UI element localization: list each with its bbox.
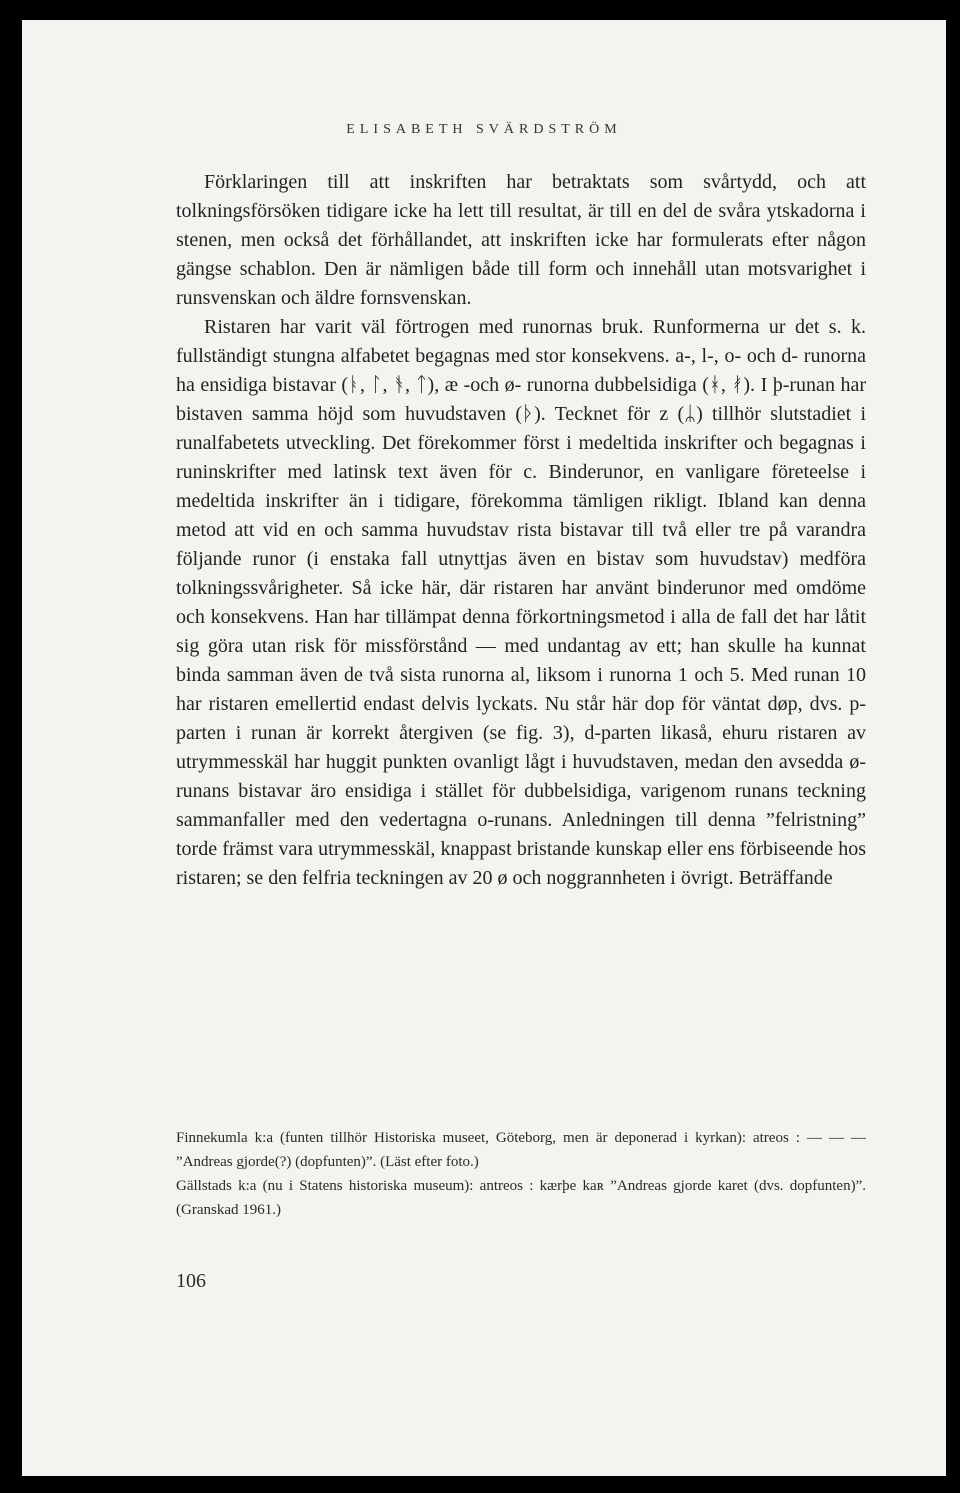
footnote-finnekumla: Finnekumla k:a (funten tillhör Historiska museet, Göteborg, men är deponerad i kyrkan): atreos : — — — ”Andreas gjorde(?) (dopfunten)”. (Läst efter foto.) — [176, 1130, 866, 1170]
book-page — [22, 20, 946, 1476]
page-number: 106 — [176, 1270, 206, 1292]
paragraph-2: Ristaren har varit väl förtrogen med runornas bruk. Runformerna ur det s. k. fullständigt stungna alfabetet begagnas med stor konsekvens. a-, l-, o- och d- runorna ha ensidiga bistavar (ᚭ, ᛚ, ᚬ, ᛏ), æ -och ø- runorna dubbelsidiga (ᚼ, ᚯ). I þ-runan har bistaven samma höjd som huvudstaven (ᚦ). Tecknet för z (ᛦ) tillhör slutstadiet i runalfabetets utveckling. Det förekommer först i medeltida inskrifter och begagnas i runinskrifter med latinsk text även för c. Binderunor, en vanligare företeelse i medeltida inskrifter än i tidigare, förekomma tämligen rikligt. Ibland kan denna metod att vid en och samma huvudstav rista bistavar till två eller tre på varandra följande runor (i enstaka fall utnyttjas även en bistav som huvudstav) medföra tolkningssvårigheter. Så icke här, där ristaren har använt binderunor med omdöme och konsekvens. Han har tillämpat denna förkortningsmetod i alla de fall det har låtit sig göra utan risk för missförstånd — med undantag av ett; han skulle ha kunnat binda samman även de två sista runorna al, liksom i runorna 1 och 5. Med runan 10 har ristaren emellertid endast delvis lyckats. Nu står här dop för väntat døp, dvs. p-parten i runan är korrekt återgiven (se fig. 3), d-parten likaså, ehuru ristaren av utrymmesskäl har huggit punkten ovanligt lågt i huvudstaven, medan den avsedda ø-runans bistavar äro ensidiga i stället för dubbelsidiga, varigenom runans teckning sammanfaller med den vedertagna o-runans. Anledningen till denna ”felristning” torde främst vara utrymmesskäl, knappast bristande kunskap eller ens förbiseende hos ristaren; se den felfria teckningen av 20 ø och noggrannheten i övrigt. Beträffande — [176, 316, 866, 889]
paragraph-1: Förklaringen till att inskriften har betraktats som svårtydd, och att tolkningsförsöken tidigare icke ha lett till resultat, är till en del de svåra ytskadorna i stenen, men också det förhållandet, att inskriften icke har formulerats efter någon gängse schablon. Den är nämligen både till form och innehåll utan motsvarighet i runsvenskan och äldre fornsvenskan. — [176, 171, 866, 309]
running-head: ELISABETH SVÄRDSTRÖM — [346, 122, 622, 137]
footnote-gallstads: Gällstads k:a (nu i Statens historiska museum): antreos : kærþe kaʀ ”Andreas gjorde karet (dvs. dopfunten)”. (Granskad 1961.) — [176, 1178, 866, 1218]
footnotes — [176, 1126, 866, 1222]
body-text — [176, 168, 866, 893]
